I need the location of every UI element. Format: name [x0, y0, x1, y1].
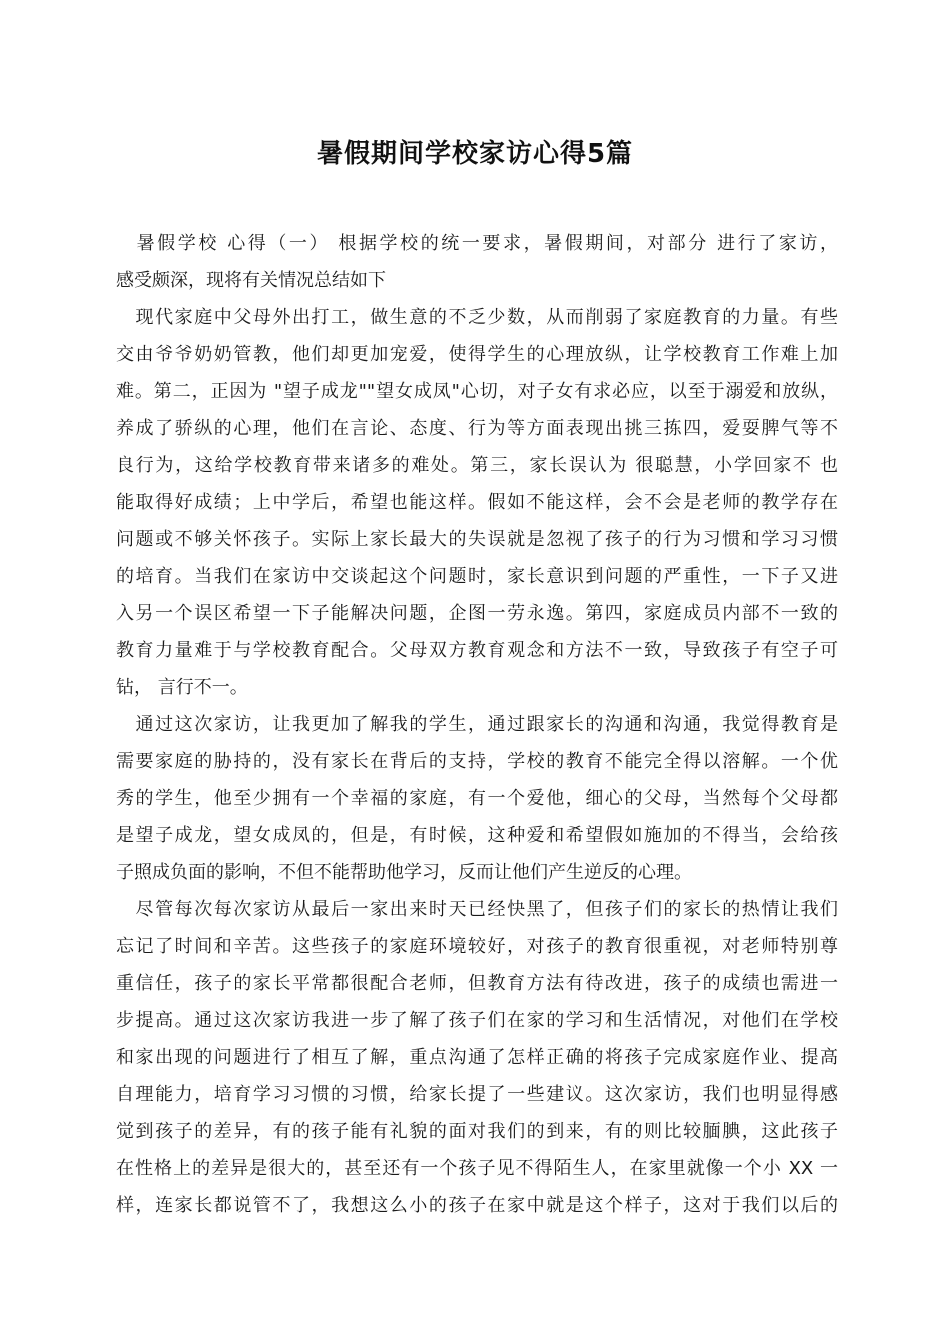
- text-line: 通过这次家访，让我更加了解我的学生，通过跟家长的沟通和沟通，我觉得教育是: [116, 714, 838, 735]
- document-title: 暑假期间学校家访心得5篇: [316, 139, 634, 169]
- text-line: 自理能力，培育学习习惯的习惯，给家长提了一些建议。这次家访，我们也明显得感: [116, 1084, 838, 1105]
- text-line: 在性格上的差异是很大的，甚至还有一个孩子见不得陌生人，在家里就像一个小 XX 一: [116, 1158, 838, 1179]
- text-line: 觉到孩子的差异，有的孩子能有礼貌的面对我们的到来，有的则比较腼腆，这此孩子: [116, 1121, 838, 1142]
- text-line: 能取得好成绩；上中学后，希望也能这样。假如不能这样，会不会是老师的教学存在: [116, 492, 838, 513]
- text-line: 尽管每次每次家访从最后一家出来时天已经快黑了，但孩子们的家长的热情让我们: [116, 899, 838, 920]
- text-line: 教育力量难于与学校教育配合。父母双方教育观念和方法不一致，导致孩子有空子可: [116, 640, 838, 661]
- paragraph-3: [116, 706, 838, 891]
- text-line: 良行为，这给学校教育带来诸多的难处。第三，家长误认为 很聪慧，小学回家不 也: [116, 455, 838, 476]
- text-line: 需要家庭的胁持的，没有家长在背后的支持，学校的教育不能完全得以溶解。一个优: [116, 751, 838, 772]
- text-line: 入另一个误区希望一下子能解决问题，企图一劳永逸。第四，家庭成员内部不一致的: [116, 603, 838, 624]
- text-line: 忘记了时间和辛苦。这些孩子的家庭环境较好，对孩子的教育很重视，对老师特别尊: [116, 936, 838, 957]
- paragraph-1: [116, 225, 838, 299]
- text-line: 难。第二，正因为 "望子成龙""望女成凤"心切，对子女有求必应，以至于溺爱和放纵，: [116, 381, 838, 402]
- text-line: 样，连家长都说管不了，我想这么小的孩子在家中就是这个样子，这对于我们以后的: [116, 1195, 838, 1216]
- paragraph-4: [116, 891, 838, 1224]
- text-line: 是望子成龙，望女成凤的，但是，有时候，这种爱和希望假如施加的不得当，会给孩: [116, 825, 838, 846]
- text-line: 的培育。当我们在家访中交谈起这个问题时，家长意识到问题的严重性，一下子又进: [116, 566, 838, 587]
- paragraph-2: [116, 299, 838, 706]
- text-line: 子照成负面的影响，不但不能帮助他学习，反而让他们产生逆反的心理。: [116, 862, 692, 883]
- text-line: 秀的学生，他至少拥有一个幸福的家庭，有一个爱他，细心的父母，当然每个父母都: [116, 788, 838, 809]
- text-line: 步提高。通过这次家访我进一步了解了孩子们在家的学习和生活情况，对他们在学校: [116, 1010, 838, 1031]
- text-line: 感受颇深，现将有关情况总结如下: [116, 270, 386, 291]
- text-line: 暑假学校 心得（一） 根据学校的统一要求，暑假期间，对部分 进行了家访，: [116, 233, 838, 254]
- text-line: 重信任，孩子的家长平常都很配合老师，但教育方法有待改进，孩子的成绩也需进一: [116, 973, 838, 994]
- text-line: 和家出现的问题进行了相互了解，重点沟通了怎样正确的将孩子完成家庭作业、提高: [116, 1047, 838, 1068]
- text-line: 养成了骄纵的心理，他们在言论、态度、行为等方面表现出挑三拣四，爱耍脾气等不: [116, 418, 838, 439]
- text-line: 交由爷爷奶奶管教，他们却更加宠爱，使得学生的心理放纵，让学校教育工作难上加: [116, 344, 838, 365]
- text-line: 钻， 言行不一。: [116, 677, 248, 698]
- text-line: 现代家庭中父母外出打工，做生意的不乏少数，从而削弱了家庭教育的力量。有些: [116, 307, 838, 328]
- text-line: 问题或不够关怀孩子。实际上家长最大的失误就是忽视了孩子的行为习惯和学习习惯: [116, 529, 838, 550]
- document-body: [116, 225, 838, 1224]
